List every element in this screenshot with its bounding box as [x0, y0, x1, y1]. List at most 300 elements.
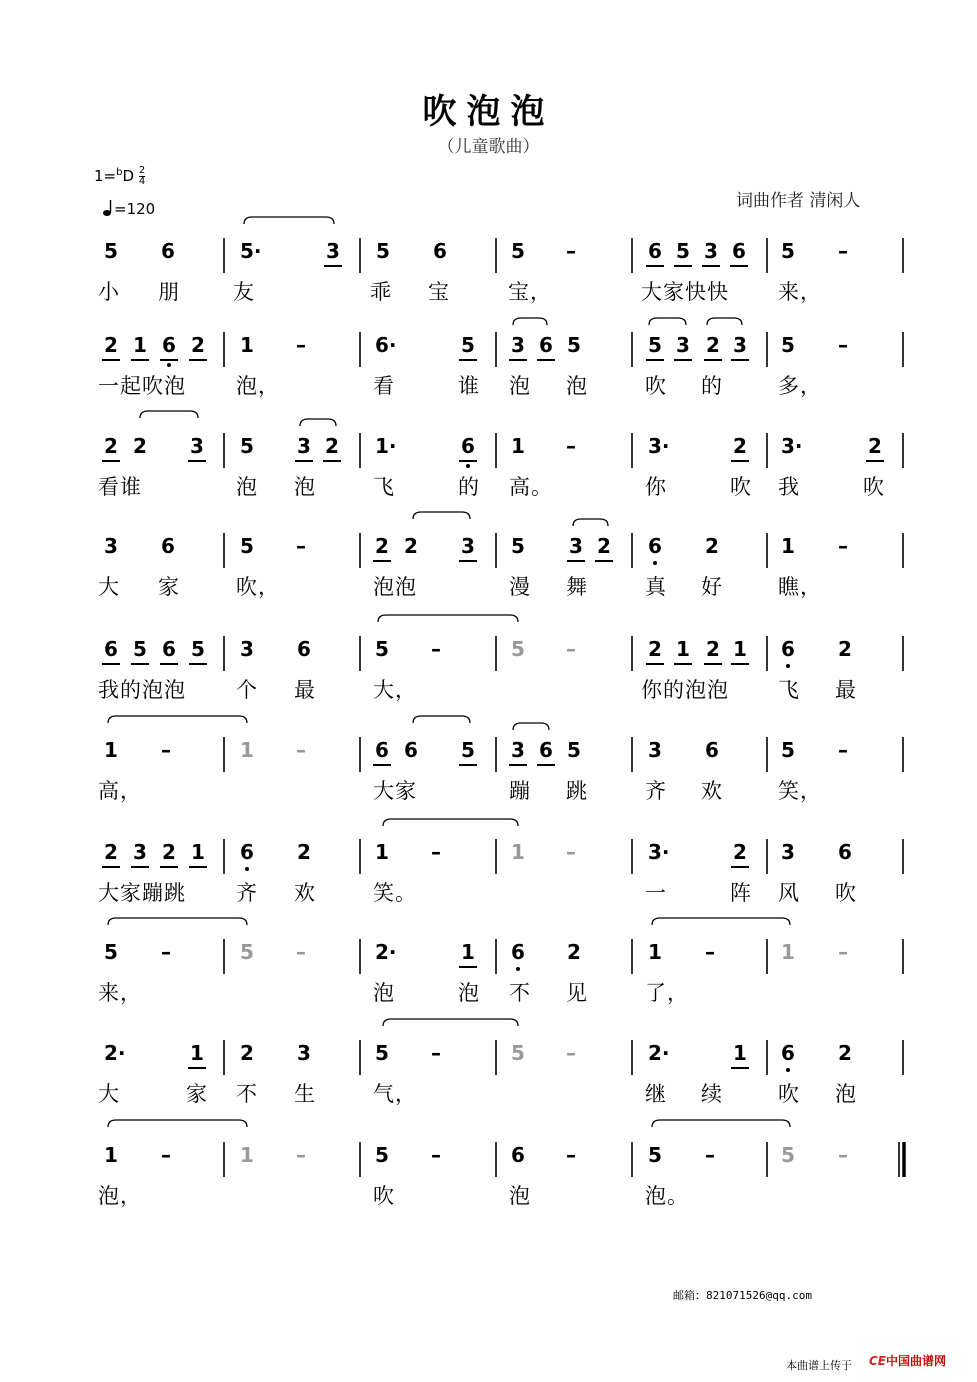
- note-digit: 5: [376, 239, 390, 263]
- note-digit: 1: [133, 333, 147, 357]
- logo-text: 中国曲谱网: [886, 1354, 947, 1368]
- note-digit: 1: [240, 333, 254, 357]
- note-digit: 6: [648, 534, 662, 558]
- lyric-syllable: 笑。: [373, 881, 417, 905]
- note-digit: 2: [838, 1041, 852, 1065]
- note-digit: 1: [733, 637, 747, 661]
- note-digit: 3: [511, 738, 525, 762]
- note-digit: 5: [240, 534, 254, 558]
- note-digit: 1·: [375, 434, 397, 458]
- note-digit: 3: [133, 840, 147, 864]
- note-digit: 6: [648, 239, 662, 263]
- note-digit: 5: [781, 239, 795, 263]
- lyric-syllable: 家: [186, 1082, 208, 1106]
- note-digit: 1: [733, 1041, 747, 1065]
- eighth-underline: [131, 866, 149, 868]
- eighth-underline: [373, 764, 391, 766]
- lyric-syllable: 我的泡泡: [98, 678, 186, 702]
- lyric-syllable: 吹: [373, 1184, 395, 1208]
- dash-extension: –: [431, 1143, 441, 1167]
- note-digit: 2·: [375, 940, 397, 964]
- note-digit: 5: [648, 333, 662, 357]
- note-digit: 2: [133, 434, 147, 458]
- slur-arc: [378, 615, 518, 622]
- lyric-syllable: 真: [645, 575, 667, 599]
- eighth-underline: [595, 560, 613, 562]
- note-digit: 5: [104, 940, 118, 964]
- lyric-syllable: 家: [158, 575, 180, 599]
- note-digit: 1: [240, 1143, 254, 1167]
- eighth-underline: [704, 663, 722, 665]
- lyric-syllable: 一起吹泡: [98, 374, 186, 398]
- note-digit: 1: [104, 1143, 118, 1167]
- flat-sign: b: [116, 167, 123, 178]
- note-digit: 6: [297, 637, 311, 661]
- note-digit: 3: [326, 239, 340, 263]
- lyric-syllable: 来，: [778, 280, 822, 304]
- eighth-underline: [731, 460, 749, 462]
- lyric-syllable: 续: [701, 1082, 723, 1106]
- note-digit: 5: [511, 1041, 525, 1065]
- lyric-syllable: 乖: [370, 280, 392, 304]
- lyric-syllable: 看: [373, 374, 395, 398]
- key-prefix: 1=: [94, 167, 117, 185]
- lyric-syllable: 你的泡泡: [641, 678, 729, 702]
- lyric-syllable: 谁: [458, 374, 480, 398]
- note-digit: 3·: [648, 434, 670, 458]
- slur-arc: [383, 1019, 518, 1026]
- note-digit: 5: [567, 333, 581, 357]
- lyric-syllable: 泡: [566, 374, 588, 398]
- lyric-syllable: 吹: [778, 1082, 800, 1106]
- lyric-syllable: 大家蹦跳: [98, 881, 186, 905]
- note-digit: 5: [648, 1143, 662, 1167]
- note-digit: 3: [297, 434, 311, 458]
- tempo-value: =120: [114, 200, 156, 218]
- note-digit: 6: [104, 637, 118, 661]
- note-digit: 6: [781, 1041, 795, 1065]
- eighth-underline: [102, 359, 120, 361]
- lyric-syllable: 泡。: [645, 1184, 689, 1208]
- eighth-underline: [537, 359, 555, 361]
- dash-extension: –: [705, 1143, 715, 1167]
- note-digit: 3: [704, 239, 718, 263]
- low-octave-dot: [466, 464, 470, 468]
- lyric-syllable: 了，: [645, 981, 689, 1005]
- lyric-syllable: 来，: [98, 981, 142, 1005]
- eighth-underline: [189, 866, 207, 868]
- note-digit: 5: [511, 534, 525, 558]
- note-digit: 6: [461, 434, 475, 458]
- note-digit: 3: [733, 333, 747, 357]
- lyric-syllable: 泡: [236, 475, 258, 499]
- note-digit: 2: [191, 333, 205, 357]
- note-digit: 3: [511, 333, 525, 357]
- slur-arc: [707, 318, 742, 325]
- note-digit: 2: [325, 434, 339, 458]
- slur-arc: [244, 217, 334, 224]
- lyric-syllable: 飞: [778, 678, 800, 702]
- lyric-syllable: 吹，: [236, 575, 280, 599]
- note-digit: 5: [375, 1143, 389, 1167]
- dash-extension: –: [838, 239, 848, 263]
- lyric-syllable: 小: [98, 280, 120, 304]
- song-title: 吹泡泡: [422, 92, 555, 132]
- note-digit: 2: [404, 534, 418, 558]
- note-digit: 2: [104, 840, 118, 864]
- note-digit: 5: [511, 637, 525, 661]
- lyric-syllable: 最: [835, 678, 857, 702]
- note-digit: 2·: [104, 1041, 126, 1065]
- dash-extension: –: [566, 434, 576, 458]
- lyric-syllable: 大: [98, 575, 120, 599]
- eighth-underline: [731, 866, 749, 868]
- lyric-syllable: 气，: [373, 1082, 417, 1106]
- note-digit: 6: [162, 333, 176, 357]
- note-digit: 6: [433, 239, 447, 263]
- note-digit: 5: [461, 738, 475, 762]
- note-digit: 6: [511, 940, 525, 964]
- note-digit: 6: [375, 738, 389, 762]
- lyric-syllable: 生: [294, 1082, 316, 1106]
- note-digit: 6: [511, 1143, 525, 1167]
- time-bottom: 4: [138, 176, 146, 187]
- eighth-underline: [702, 265, 720, 267]
- eighth-underline: [459, 460, 477, 462]
- slur-arc: [108, 716, 247, 723]
- note-digit: 3: [461, 534, 475, 558]
- low-octave-dot: [167, 363, 171, 367]
- note-digit: 2: [733, 840, 747, 864]
- note-digit: 2: [162, 840, 176, 864]
- dash-extension: –: [566, 239, 576, 263]
- lyric-syllable: 泡: [835, 1082, 857, 1106]
- note-digit: 6: [539, 333, 553, 357]
- note-digit: 5: [461, 333, 475, 357]
- eighth-underline: [102, 866, 120, 868]
- note-digit: 2: [838, 637, 852, 661]
- eighth-underline: [509, 764, 527, 766]
- note-digit: 1: [104, 738, 118, 762]
- note-digit: 6: [404, 738, 418, 762]
- note-digit: 2: [567, 940, 581, 964]
- note-digit: 1: [511, 434, 525, 458]
- note-digit: 1: [511, 840, 525, 864]
- lyric-syllable: 大家快快: [641, 280, 729, 304]
- eighth-underline: [731, 663, 749, 665]
- lyric-syllable: 齐: [645, 779, 667, 803]
- lyric-syllable: 最: [294, 678, 316, 702]
- note-digit: 5·: [240, 239, 262, 263]
- eighth-underline: [189, 359, 207, 361]
- lyric-syllable: 齐: [236, 881, 258, 905]
- lyric-syllable: 一: [645, 881, 667, 905]
- note-digit: 2: [733, 434, 747, 458]
- lyric-syllable: 阵: [730, 881, 752, 905]
- lyric-syllable: 泡: [509, 1184, 531, 1208]
- lyric-syllable: 瞧，: [778, 575, 822, 599]
- slur-arc: [300, 419, 336, 426]
- note-digit: 5: [781, 333, 795, 357]
- eighth-underline: [567, 560, 585, 562]
- eighth-underline: [704, 359, 722, 361]
- note-digit: 5: [781, 1143, 795, 1167]
- eighth-underline: [131, 359, 149, 361]
- slur-arc: [652, 918, 790, 925]
- eighth-underline: [102, 460, 120, 462]
- logo-mark: CE: [869, 1354, 887, 1368]
- dash-extension: –: [566, 840, 576, 864]
- lyric-syllable: 笑，: [778, 779, 822, 803]
- lyric-syllable: 蹦: [509, 779, 531, 803]
- note-digit: 5: [240, 940, 254, 964]
- note-digit: 5: [511, 239, 525, 263]
- note-digit: 2: [705, 534, 719, 558]
- eighth-underline: [866, 460, 884, 462]
- note-digit: 3: [569, 534, 583, 558]
- slur-arc: [140, 411, 198, 418]
- lyric-syllable: 吹: [863, 475, 885, 499]
- dash-extension: –: [161, 1143, 171, 1167]
- dash-extension: –: [296, 940, 306, 964]
- note-digit: 3: [297, 1041, 311, 1065]
- lyric-syllable: 欢: [294, 881, 316, 905]
- eighth-underline: [509, 359, 527, 361]
- note-digit: 1: [461, 940, 475, 964]
- slur-arc: [108, 918, 247, 925]
- note-digit: 1: [375, 840, 389, 864]
- note-digit: 1: [191, 840, 205, 864]
- eighth-underline: [189, 663, 207, 665]
- note-digit: 5: [104, 239, 118, 263]
- eighth-underline: [459, 966, 477, 968]
- lyric-syllable: 泡泡: [373, 575, 417, 599]
- slur-arc: [108, 1120, 247, 1127]
- note-digit: 2·: [648, 1041, 670, 1065]
- lyric-syllable: 泡，: [98, 1184, 142, 1208]
- lyric-syllable: 高，: [98, 779, 142, 803]
- site-logo: [869, 1352, 946, 1369]
- note-digit: 6: [705, 738, 719, 762]
- lyric-syllable: 朋: [158, 280, 180, 304]
- lyric-syllable: 风: [778, 881, 800, 905]
- note-digit: 1: [648, 940, 662, 964]
- note-digit: 3: [676, 333, 690, 357]
- note-digit: 2: [648, 637, 662, 661]
- slur-arc: [652, 1120, 790, 1127]
- note-digit: 6: [240, 840, 254, 864]
- note-digit: 1: [676, 637, 690, 661]
- dash-extension: –: [838, 333, 848, 357]
- note-digit: 6·: [375, 333, 397, 357]
- note-digit: 5: [240, 434, 254, 458]
- lyric-syllable: 跳: [566, 779, 588, 803]
- eighth-underline: [459, 560, 477, 562]
- note-digit: 5: [781, 738, 795, 762]
- lyric-syllable: 见: [566, 981, 588, 1005]
- eighth-underline: [323, 460, 341, 462]
- lyric-syllable: 多，: [778, 374, 822, 398]
- eighth-underline: [459, 359, 477, 361]
- note-digit: 1: [781, 940, 795, 964]
- lyric-syllable: 大，: [373, 678, 417, 702]
- lyric-syllable: 泡: [458, 981, 480, 1005]
- dash-extension: –: [838, 940, 848, 964]
- lyric-syllable: 泡: [373, 981, 395, 1005]
- eighth-underline: [646, 265, 664, 267]
- email-contact: 邮箱：821071526@qq.com: [673, 1289, 812, 1302]
- eighth-underline: [295, 460, 313, 462]
- note-digit: 3·: [648, 840, 670, 864]
- lyric-syllable: 泡: [509, 374, 531, 398]
- note-digit: 6: [838, 840, 852, 864]
- dash-extension: –: [838, 738, 848, 762]
- note-digit: 5: [567, 738, 581, 762]
- eighth-underline: [674, 663, 692, 665]
- lyric-syllable: 的: [458, 475, 480, 499]
- eighth-underline: [731, 359, 749, 361]
- eighth-underline: [131, 663, 149, 665]
- eighth-underline: [160, 663, 178, 665]
- lyric-syllable: 我: [778, 475, 800, 499]
- dash-extension: –: [431, 840, 441, 864]
- slur-arc: [413, 716, 470, 723]
- note-digit: 3: [190, 434, 204, 458]
- note-digit: 2: [597, 534, 611, 558]
- note-digit: 3: [648, 738, 662, 762]
- eighth-underline: [160, 866, 178, 868]
- note-digit: 2: [297, 840, 311, 864]
- eighth-underline: [646, 663, 664, 665]
- note-digit: 1: [781, 534, 795, 558]
- song-subtitle: （儿童歌曲）: [437, 137, 540, 157]
- dash-extension: –: [431, 637, 441, 661]
- eighth-underline: [188, 1067, 206, 1069]
- note-digit: 6: [161, 534, 175, 558]
- note-digit: 5: [375, 1041, 389, 1065]
- dash-extension: –: [705, 940, 715, 964]
- low-octave-dot: [516, 967, 520, 971]
- slur-arc: [649, 318, 686, 325]
- lyric-syllable: 个: [236, 678, 258, 702]
- lyric-syllable: 不: [509, 981, 531, 1005]
- lyric-syllable: 高。: [509, 475, 553, 499]
- lyric-syllable: 大: [98, 1082, 120, 1106]
- dash-extension: –: [296, 1143, 306, 1167]
- eighth-underline: [730, 265, 748, 267]
- lyric-syllable: 漫: [509, 575, 531, 599]
- dash-extension: –: [431, 1041, 441, 1065]
- lyric-syllable: 你: [645, 475, 667, 499]
- lyric-syllable: 继: [645, 1082, 667, 1106]
- slur-arc: [573, 519, 608, 526]
- note-digit: 6: [781, 637, 795, 661]
- note-digit: 3: [104, 534, 118, 558]
- note-digit: 6: [732, 239, 746, 263]
- eighth-underline: [102, 663, 120, 665]
- note-digit: 3: [781, 840, 795, 864]
- dash-extension: –: [296, 534, 306, 558]
- dash-extension: –: [566, 1041, 576, 1065]
- dash-extension: –: [566, 637, 576, 661]
- note-digit: 1: [240, 738, 254, 762]
- low-octave-dot: [245, 867, 249, 871]
- lyric-syllable: 宝，: [508, 280, 552, 304]
- lyric-syllable: 舞: [566, 575, 588, 599]
- lyric-syllable: 大家: [373, 779, 417, 803]
- note-digit: 5: [676, 239, 690, 263]
- note-digit: 2: [706, 637, 720, 661]
- note-digit: 3: [240, 637, 254, 661]
- lyric-syllable: 吹: [730, 475, 752, 499]
- note-digit: 1: [190, 1041, 204, 1065]
- note-digit: 2: [104, 434, 118, 458]
- note-digit: 6: [162, 637, 176, 661]
- lyric-syllable: 吹: [645, 374, 667, 398]
- note-digit: 6: [539, 738, 553, 762]
- note-digit: 2: [240, 1041, 254, 1065]
- note-digit: 5: [375, 637, 389, 661]
- note-digit: 2: [706, 333, 720, 357]
- slur-arc: [513, 723, 549, 730]
- eighth-underline: [646, 359, 664, 361]
- eighth-underline: [459, 764, 477, 766]
- note-digit: 5: [191, 637, 205, 661]
- dash-extension: –: [296, 738, 306, 762]
- eighth-underline: [674, 265, 692, 267]
- eighth-underline: [324, 265, 342, 267]
- eighth-underline: [373, 560, 391, 562]
- dash-extension: –: [838, 534, 848, 558]
- lyric-syllable: 的: [701, 374, 723, 398]
- note-digit: 2: [868, 434, 882, 458]
- lyric-syllable: 泡，: [236, 374, 280, 398]
- lyric-syllable: 吹: [835, 881, 857, 905]
- low-octave-dot: [786, 664, 790, 668]
- lyric-syllable: 不: [236, 1082, 258, 1106]
- note-digit: 2: [104, 333, 118, 357]
- eighth-underline: [160, 359, 178, 361]
- lyric-syllable: 友: [233, 280, 255, 304]
- key-note: D: [122, 167, 135, 185]
- lyric-syllable: 看谁: [98, 475, 142, 499]
- time-top: 2: [138, 165, 146, 176]
- note-digit: 6: [161, 239, 175, 263]
- dash-extension: –: [838, 1143, 848, 1167]
- eighth-underline: [731, 1067, 749, 1069]
- lyric-syllable: 宝: [428, 280, 450, 304]
- lyric-syllable: 泡: [294, 475, 316, 499]
- note-digit: 3·: [781, 434, 803, 458]
- low-octave-dot: [653, 561, 657, 565]
- composer-credit: 词曲作者 清闲人: [736, 191, 861, 211]
- dash-extension: –: [296, 333, 306, 357]
- slur-arc: [413, 512, 470, 519]
- slur-arc: [383, 819, 518, 826]
- low-octave-dot: [786, 1068, 790, 1072]
- dash-extension: –: [161, 738, 171, 762]
- eighth-underline: [674, 359, 692, 361]
- upload-note: 本曲谱上传于: [786, 1359, 852, 1372]
- dash-extension: –: [161, 940, 171, 964]
- eighth-underline: [188, 460, 206, 462]
- lyric-syllable: 好: [701, 575, 723, 599]
- slur-arc: [513, 318, 547, 325]
- lyric-syllable: 飞: [373, 475, 395, 499]
- dash-extension: –: [566, 1143, 576, 1167]
- eighth-underline: [537, 764, 555, 766]
- note-digit: 2: [375, 534, 389, 558]
